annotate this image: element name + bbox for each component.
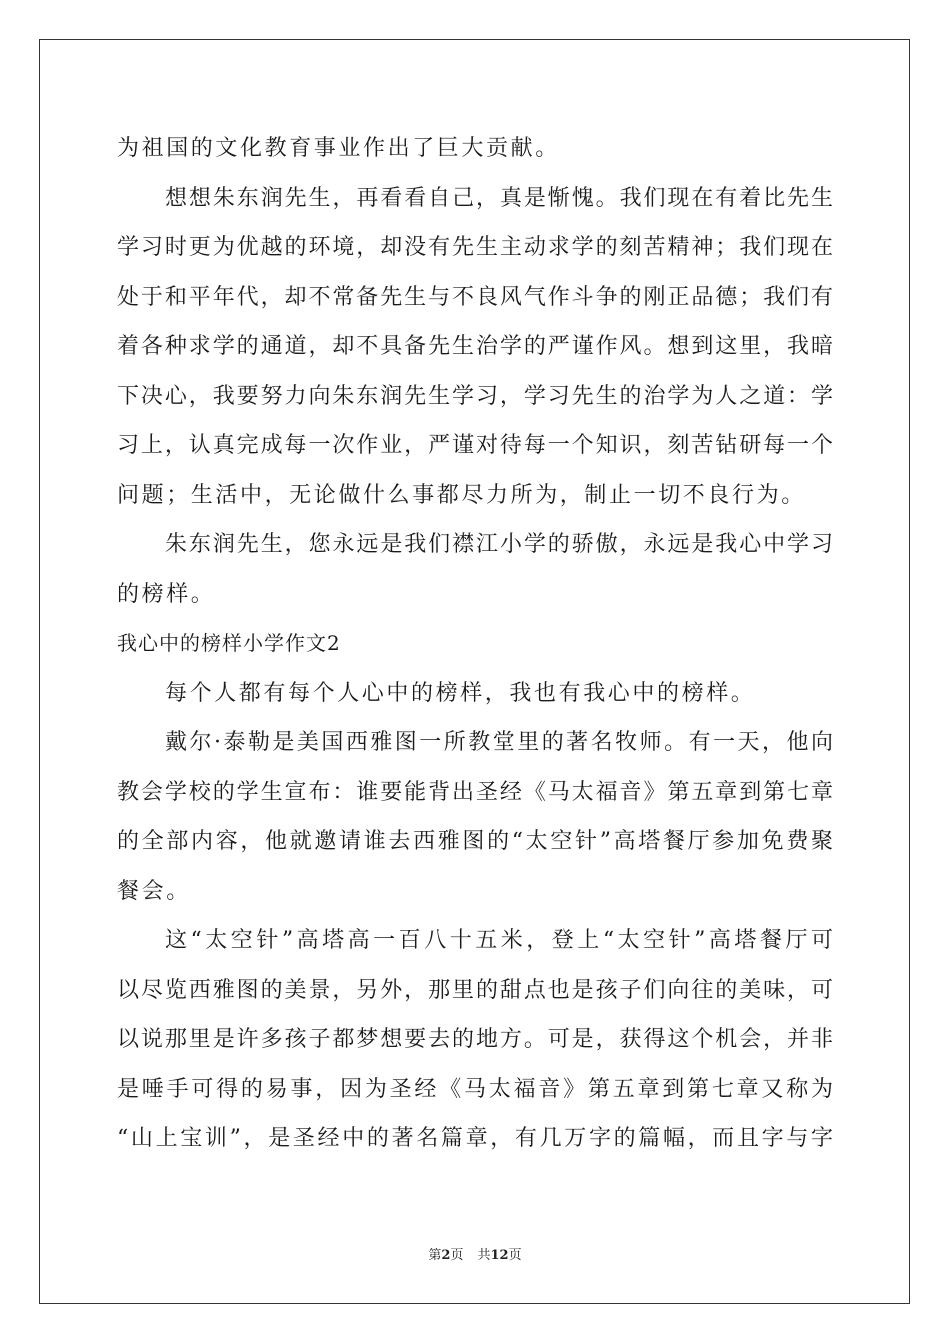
text-line: 的榜样。 [117,581,216,607]
text-line: 餐会。 [117,878,191,904]
page-prefix: 第 [428,1248,442,1263]
text-line: 以说那里是许多孩子都梦想要去的地方。可是，获得这个机会，并非 [117,1027,833,1052]
text-line: 为祖国的文化教育事业作出了巨大贡献。 [117,136,560,161]
text-line: 朱东润先生，您永远是我们襟江小学的骄傲，永远是我心中学习 [165,532,833,557]
text-line: 每个人都有每个人心中的榜样，我也有我心中的榜样。 [165,680,756,706]
text-line: 处于和平年代，却不常备先生与不良风气作斗争的刚正品德；我们有 [117,284,833,310]
text-line: 是唾手可得的易事，因为圣经《马太福音》第五章到第七章又称为 [117,1076,833,1102]
page-footer [0,1244,950,1263]
section-heading: 我心中的榜样小学作文2 [117,631,341,655]
text-line: 想想朱东润先生，再看看自己，真是惭愧。我们现在有着比先生 [165,185,833,211]
text-line: 下决心，我要努力向朱东润先生学习，学习先生的治学为人之道：学 [117,383,833,409]
total-prefix: 共 [477,1248,491,1263]
text-line: 以尽览西雅图的美景，另外，那里的甜点也是孩子们向往的美味，可 [117,977,833,1003]
document-body [117,124,833,1164]
text-line: “山上宝训”，是圣经中的著名篇章，有几万字的篇幅，而且字与字 [117,1126,833,1151]
text-line: 问题；生活中，无论做什么事都尽力所为，制止一切不良行为。 [117,482,806,508]
total-suffix: 页 [508,1248,522,1263]
text-line: 戴尔·泰勒是美国西雅图一所教堂里的著名牧师。有一天，他向 [165,730,833,755]
page-suffix: 页 [450,1248,464,1263]
text-line: 着各种求学的通道，却不具备先生治学的严谨作风。想到这里，我暗 [117,334,833,359]
text-line: 学习时更为优越的环境，却没有先生主动求学的刻苦精神；我们现在 [117,235,833,260]
total-pages: 12 [490,1248,509,1263]
text-line: 教会学校的学生宣布：谁要能背出圣经《马太福音》第五章到第七章 [117,779,833,805]
page-number: 2 [441,1248,451,1263]
text-line: 这“太空针”高塔高一百八十五米，登上“太空针”高塔餐厅可 [165,928,833,953]
text-line: 的全部内容，他就邀请谁去西雅图的“太空针”高塔餐厅参加免费聚 [117,829,833,854]
text-line: 习上，认真完成每一次作业，严谨对待每一个知识，刻苦钻研每一个 [117,433,833,458]
